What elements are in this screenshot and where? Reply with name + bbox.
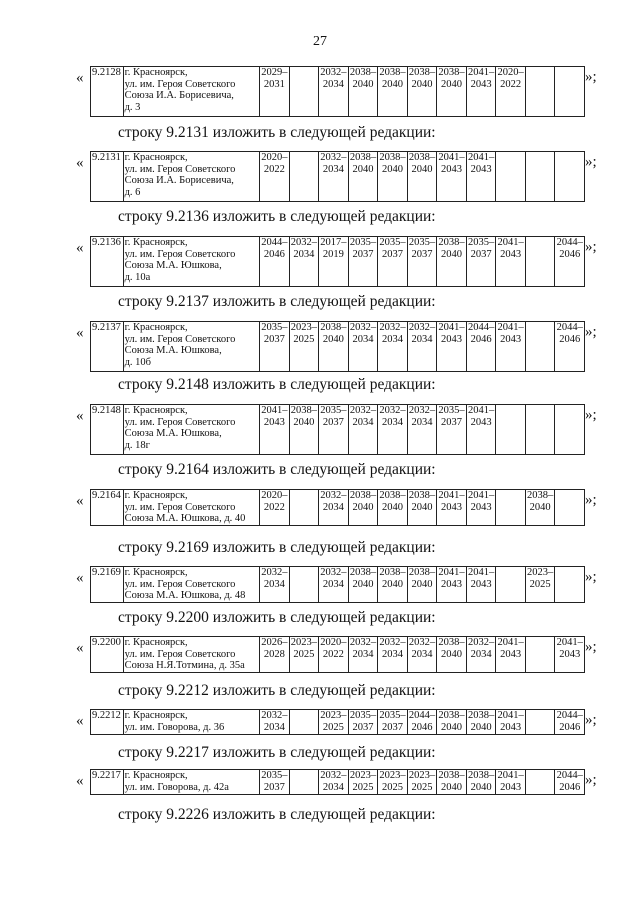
quote-open: « (76, 70, 84, 86)
year-range-cell: 2035– 2037 (437, 405, 467, 455)
row-number-cell: 9.2200 (91, 637, 124, 673)
table-row (91, 770, 585, 795)
year-range-cell (496, 567, 526, 603)
year-range-cell: 2020– 2022 (496, 67, 526, 117)
year-range-cell: 2032– 2034 (407, 322, 437, 372)
address-cell: г. Красноярск, ул. им. Героя Советского Союза М.А. Юшкова, д. 40 (123, 490, 259, 526)
year-range-cell (555, 405, 585, 455)
quote-close: »; (585, 772, 597, 788)
quote-close: »; (585, 69, 597, 85)
year-range-cell: 2041– 2043 (466, 405, 496, 455)
table-row (91, 405, 585, 455)
housing-table-row (90, 236, 585, 287)
year-range-cell (289, 567, 319, 603)
year-range-cell: 2032– 2034 (348, 637, 378, 673)
year-range-cell: 2041– 2043 (496, 637, 526, 673)
section-heading: строку 9.2200 изложить в следующей редакции: (118, 609, 436, 626)
section-heading: строку 9.2164 изложить в следующей редакции: (118, 461, 436, 478)
row-number-cell: 9.2169 (91, 567, 124, 603)
year-range-cell: 2041– 2043 (497, 770, 524, 793)
year-range-cell: 2038– 2040 (348, 567, 378, 603)
year-range-cell: 2032– 2034 (319, 567, 349, 603)
year-range-cell (289, 770, 319, 795)
year-range-cell: 2038– 2040 (438, 770, 465, 793)
year-range-cell: 2038– 2040 (437, 237, 467, 287)
row-number-cell: 9.2137 (91, 322, 124, 372)
row-number-cell: 9.2131 (91, 152, 124, 202)
quote-close: »; (585, 569, 597, 585)
year-range-cell: 2038– 2040 (378, 67, 408, 117)
year-range-cell (525, 405, 555, 455)
table-row-block (0, 636, 640, 672)
section-heading: строку 9.2169 изложить в следующей редакции: (118, 539, 436, 556)
year-range-cell: 2020– 2022 (260, 490, 290, 526)
table-row (91, 567, 585, 603)
row-number-cell: 9.2148 (91, 405, 124, 455)
year-range-cell: 2035– 2037 (407, 237, 437, 287)
year-range-cell: 2041– 2043 (437, 322, 467, 372)
quote-close: »; (585, 239, 597, 255)
housing-table-row (90, 769, 585, 795)
row-number-cell: 9.2128 (91, 67, 124, 117)
quote-open: « (76, 408, 84, 424)
row-number-cell: 9.2136 (91, 237, 124, 287)
quote-close: »; (585, 407, 597, 423)
table-row-block (0, 566, 640, 602)
address-cell: г. Красноярск, ул. им. Героя Советского Союза И.А. Борисевича, д. 6 (123, 152, 259, 202)
year-range-cell: 2035– 2037 (319, 405, 349, 455)
year-range-cell (555, 490, 585, 526)
year-range-cell: 2041– 2043 (496, 237, 526, 287)
quote-open: « (76, 325, 84, 341)
table-row-block (0, 236, 640, 286)
year-range-cell: 2023– 2025 (289, 637, 319, 673)
table-row-block (0, 404, 640, 454)
year-range-cell: 2038– 2040 (378, 567, 408, 603)
year-range-cell (289, 67, 319, 117)
year-range-cell: 2032– 2034 (378, 322, 408, 372)
year-range-cell: 2038– 2040 (438, 710, 465, 733)
year-range-cell: 2020– 2022 (260, 152, 290, 202)
year-range-cell: 2023– 2025 (379, 770, 406, 793)
year-range-cell: 2041– 2043 (466, 490, 496, 526)
quote-close: »; (585, 154, 597, 170)
year-range-cell: 2032– 2034 (407, 405, 437, 455)
table-row-block (0, 769, 640, 794)
table-row-block (0, 66, 640, 116)
year-range-cell: 2029– 2031 (260, 67, 290, 117)
table-row (91, 490, 585, 526)
year-range-cell: 2035– 2037 (379, 710, 406, 733)
year-range-cell: 2041– 2043 (466, 152, 496, 202)
year-range-cell: 2038– 2040 (378, 152, 408, 202)
year-range-cell: 2035– 2037 (378, 237, 408, 287)
table-row (91, 322, 585, 372)
year-range-cell: 2032– 2034 (319, 152, 349, 202)
section-heading: строку 9.2148 изложить в следующей редакции: (118, 376, 436, 393)
year-range-cell: 2032– 2034 (407, 637, 437, 673)
housing-table-row (90, 151, 585, 202)
quote-open: « (76, 155, 84, 171)
table-row (91, 637, 585, 673)
year-range-cell: 2041– 2043 (497, 710, 524, 733)
year-range-cell: 2038– 2040 (467, 710, 495, 733)
housing-table-row (90, 321, 585, 372)
year-range-cell: 2032– 2034 (320, 770, 347, 793)
page-number: 27 (313, 34, 327, 49)
year-range-cell: 2038– 2040 (467, 770, 495, 793)
section-heading: строку 9.2131 изложить в следующей редакции: (118, 124, 436, 141)
quote-close: »; (585, 712, 597, 728)
address-cell: г. Красноярск, ул. им. Говорова, д. 36 (123, 710, 259, 735)
year-range-cell: 2035– 2037 (260, 322, 290, 372)
table-row (91, 152, 585, 202)
year-range-cell: 2041– 2043 (437, 490, 467, 526)
housing-table-row (90, 709, 585, 735)
year-range-cell (525, 152, 555, 202)
section-heading: строку 9.2136 изложить в следующей редакции: (118, 208, 436, 225)
year-range-cell (525, 322, 555, 372)
year-range-cell (289, 152, 319, 202)
year-range-cell: 2032– 2034 (261, 710, 288, 733)
table-row-block (0, 321, 640, 371)
year-range-cell: 2023– 2025 (289, 322, 319, 372)
year-range-cell: 2044– 2046 (260, 237, 290, 287)
address-cell: г. Красноярск, ул. им. Героя Советского Союза И.А. Борисевича, д. 3 (123, 67, 259, 117)
year-range-cell: 2023– 2025 (408, 770, 436, 793)
year-range-cell: 2044– 2046 (555, 322, 585, 372)
table-row-block (0, 709, 640, 734)
year-range-cell: 2038– 2040 (407, 490, 437, 526)
year-range-cell: 2044– 2046 (466, 322, 496, 372)
year-range-cell: 2041– 2043 (260, 405, 290, 455)
year-range-cell (525, 637, 555, 673)
year-range-cell: 2035– 2037 (466, 237, 496, 287)
row-number-cell: 9.2212 (91, 710, 124, 735)
housing-table-row (90, 404, 585, 455)
year-range-cell: 2038– 2040 (525, 490, 555, 526)
table-row-block (0, 151, 640, 201)
section-heading-final: строку 9.2226 изложить в следующей редакции: (118, 806, 436, 823)
year-range-cell: 2044– 2046 (408, 710, 436, 733)
year-range-cell: 2023– 2025 (525, 567, 555, 603)
year-range-cell: 2032– 2034 (378, 637, 408, 673)
row-number-cell: 9.2164 (91, 490, 124, 526)
year-range-cell: 2032– 2034 (348, 405, 378, 455)
section-heading: строку 9.2217 изложить в следующей редакции: (118, 744, 436, 761)
year-range-cell (496, 490, 526, 526)
year-range-cell: 2026– 2028 (260, 637, 290, 673)
year-range-cell: 2038– 2040 (437, 67, 467, 117)
year-range-cell: 2038– 2040 (407, 567, 437, 603)
year-range-cell: 2038– 2040 (348, 67, 378, 117)
year-range-cell: 2023– 2025 (349, 770, 377, 793)
housing-table-row (90, 489, 585, 526)
quote-close: »; (585, 492, 597, 508)
year-range-cell: 2035– 2037 (261, 770, 288, 793)
table-row (91, 67, 585, 117)
year-range-cell: 2041– 2043 (437, 152, 467, 202)
year-range-cell (496, 152, 526, 202)
year-range-cell (289, 710, 319, 735)
year-range-cell: 2038– 2040 (437, 637, 467, 673)
table-row-block (0, 489, 640, 525)
year-range-cell: 2035– 2037 (348, 237, 378, 287)
year-range-cell: 2032– 2034 (466, 637, 496, 673)
year-range-cell: 2035– 2037 (349, 710, 377, 733)
year-range-cell: 2032– 2034 (319, 490, 349, 526)
quote-open: « (76, 570, 84, 586)
quote-open: « (76, 713, 84, 729)
year-range-cell (525, 770, 555, 795)
year-range-cell: 2032– 2034 (289, 237, 319, 287)
address-cell: г. Красноярск, ул. им. Героя Советского Союза М.А. Юшкова, д. 10а (123, 237, 259, 287)
year-range-cell (555, 152, 585, 202)
housing-table-row (90, 636, 585, 673)
year-range-cell: 2038– 2040 (289, 405, 319, 455)
housing-table-row (90, 566, 585, 603)
year-range-cell: 2038– 2040 (348, 490, 378, 526)
quote-close: »; (585, 324, 597, 340)
quote-open: « (76, 493, 84, 509)
year-range-cell: 2041– 2043 (555, 637, 585, 673)
table-row (91, 710, 585, 735)
year-range-cell: 2038– 2040 (348, 152, 378, 202)
housing-table-row (90, 66, 585, 117)
year-range-cell (555, 567, 585, 603)
year-range-cell: 2017– 2019 (319, 237, 349, 287)
address-cell: г. Красноярск, ул. им. Героя Советского Союза М.А. Юшкова, д. 10б (123, 322, 259, 372)
year-range-cell: 2041– 2043 (437, 567, 467, 603)
year-range-cell: 2032– 2034 (319, 67, 349, 117)
address-cell: г. Красноярск, ул. им. Говорова, д. 42а (123, 770, 259, 795)
year-range-cell: 2041– 2043 (466, 67, 496, 117)
year-range-cell: 2044– 2046 (556, 710, 583, 733)
year-range-cell: 2038– 2040 (407, 67, 437, 117)
year-range-cell (496, 405, 526, 455)
year-range-cell: 2023– 2025 (320, 710, 347, 733)
address-cell: г. Красноярск, ул. им. Героя Советского Союза М.А. Юшкова, д. 18г (123, 405, 259, 455)
year-range-cell: 2038– 2040 (378, 490, 408, 526)
year-range-cell: 2032– 2034 (260, 567, 290, 603)
address-cell: г. Красноярск, ул. им. Героя Советского Союза Н.Я.Тотмина, д. 35а (123, 637, 259, 673)
year-range-cell: 2032– 2034 (378, 405, 408, 455)
row-number-cell: 9.2217 (91, 770, 124, 795)
section-heading: строку 9.2137 изложить в следующей редакции: (118, 293, 436, 310)
year-range-cell: 2032– 2034 (348, 322, 378, 372)
quote-open: « (76, 773, 84, 789)
quote-open: « (76, 640, 84, 656)
year-range-cell (525, 710, 555, 735)
address-cell: г. Красноярск, ул. им. Героя Советского Союза М.А. Юшкова, д. 48 (123, 567, 259, 603)
year-range-cell: 2020– 2022 (319, 637, 349, 673)
quote-close: »; (585, 639, 597, 655)
year-range-cell (525, 67, 555, 117)
section-heading: строку 9.2212 изложить в следующей редакции: (118, 682, 436, 699)
year-range-cell: 2038– 2040 (319, 322, 349, 372)
year-range-cell: 2041– 2043 (496, 322, 526, 372)
quote-open: « (76, 240, 84, 256)
table-row (91, 237, 585, 287)
year-range-cell (525, 237, 555, 287)
year-range-cell: 2044– 2046 (555, 237, 585, 287)
year-range-cell: 2044– 2046 (556, 770, 583, 793)
year-range-cell: 2041– 2043 (466, 567, 496, 603)
year-range-cell (555, 67, 585, 117)
year-range-cell (289, 490, 319, 526)
year-range-cell: 2038– 2040 (407, 152, 437, 202)
